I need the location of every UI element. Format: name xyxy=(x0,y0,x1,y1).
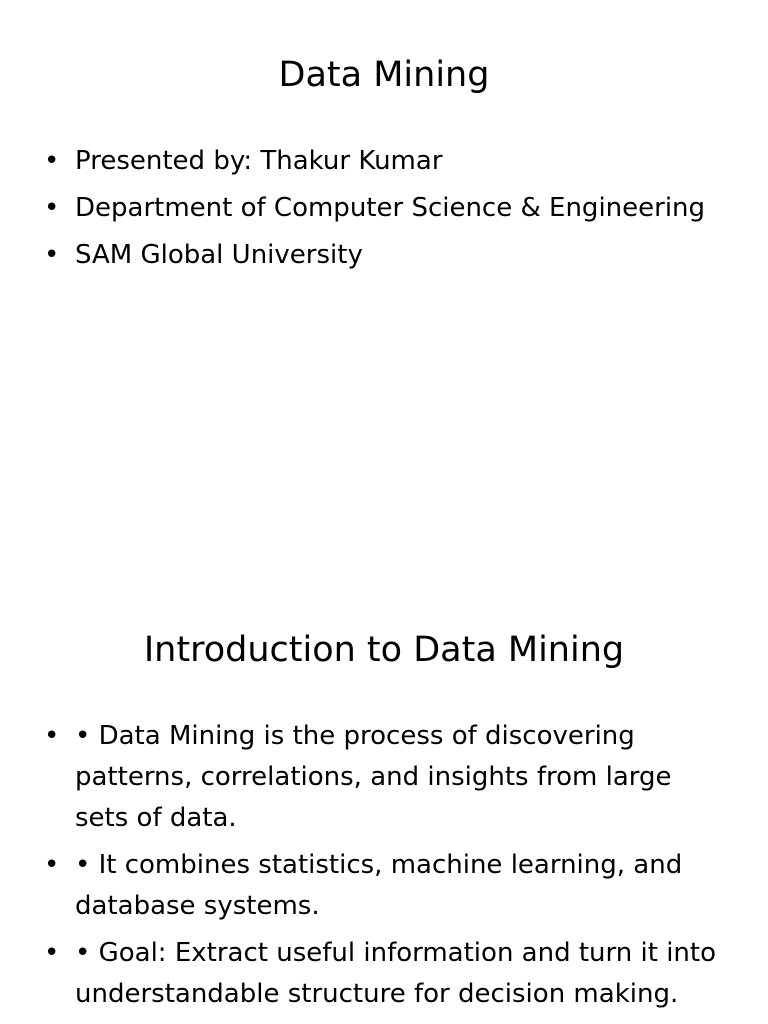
list-item xyxy=(44,141,724,182)
slide-introduction xyxy=(0,576,768,1024)
bullet-marker: • xyxy=(44,240,60,270)
slide-title: Introduction to Data Mining xyxy=(143,630,625,670)
list-item xyxy=(44,716,724,839)
bullet-marker: • xyxy=(44,850,60,880)
bullet-list xyxy=(44,716,724,1021)
bullet-list xyxy=(44,141,724,282)
bullet-marker: • xyxy=(44,938,60,968)
list-item xyxy=(44,235,724,276)
bullet-text: • It combines statistics, machine learning, and database systems. xyxy=(75,850,683,921)
list-item xyxy=(44,933,724,1015)
bullet-marker: • xyxy=(44,193,60,223)
list-item xyxy=(44,845,724,927)
bullet-text: • Data Mining is the process of discovering patterns, correlations, and insights from large sets of data. xyxy=(75,721,672,833)
bullet-text: • Goal: Extract useful information and turn it into understandable structure for decision making. xyxy=(75,938,716,1009)
bullet-text: Department of Computer Science & Engineering xyxy=(75,193,706,223)
list-item xyxy=(44,188,724,229)
bullet-marker: • xyxy=(44,721,60,751)
bullet-marker: • xyxy=(44,146,60,176)
bullet-text: Presented by: Thakur Kumar xyxy=(75,146,443,176)
slide-title: Data Mining xyxy=(278,55,490,95)
bullet-text: SAM Global University xyxy=(75,240,363,270)
